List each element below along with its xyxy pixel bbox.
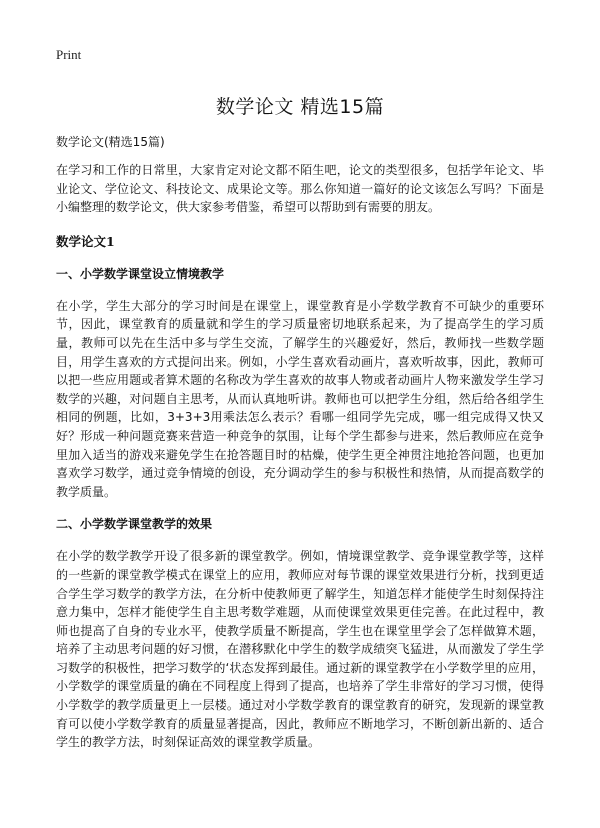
document-subtitle: 数学论文(精选15篇): [56, 135, 165, 149]
subsection-heading-1: 一、小学数学课堂设立情境教学: [56, 266, 225, 281]
subsection-heading-2: 二、小学数学课堂教学的效果: [56, 517, 213, 532]
subsection-paragraph-2: 在小学的数学教学开设了很多新的课堂教学。例如，情境课堂教学、竞争课堂教学等，这样的一些新的课堂教学模式在课堂上的应用，教师应对每节课的课堂效果进行分析，找到更适合学生学习数学的教学方法，在分析中使教师更了解学生，知道怎样才能使学生时刻保持注意力集中，怎样才能使学生自主思考数学难题，从而使课堂效果更佳完善。在此过程中，教师也提高了自身的专业水平，使教学质量不断提高，学生也在课堂里学会了怎样做算术题，培养了主动思考问题的好习惯，在潜移默化中学生的数学成绩突飞猛进，从而激发了学生学习数学的积极性，把学习数学的‘状态发挥到最佳。通过新的课堂教学在小学数学里的应用，小学数学的课堂质量的确在不同程度上得到了提高，也培养了学生非常好的学习习惯，使得小学数学的教学质量更上一层楼。通过对小学数学教育的课堂教育的研究，发现新的课堂教育可以使小学数学教育的质量显著提高，因此，教师应不断地学习，不断创新出新的、适合学生的教学方法，时刻保证高效的课堂教学质量。: [56, 549, 544, 750]
page-title: 数学论文 精选15篇: [215, 96, 385, 118]
intro-paragraph: 在学习和工作的日常里，大家肯定对论文都不陌生吧，论文的类型很多，包括学年论文、毕业论文、学位论文、科技论文、成果论文等。那么你知道一篇好的论文该怎么写吗？下面是小编整理的数学论文，供大家参考借鉴，希望可以帮助到有需要的朋友。: [56, 163, 544, 215]
section-heading: 数学论文1: [56, 233, 115, 249]
print-link[interactable]: Print: [56, 47, 82, 62]
subsection-paragraph-1: 在小学，学生大部分的学习时间是在课堂上，课堂教育是小学数学教育不可缺少的重要环节，因此，课堂教育的质量就和学生的学习质量密切地联系起来，为了提高学生的学习质量，教师可以先在生活中多与学生交流，了解学生的兴趣爱好，然后，教师找一些数学题目，用学生喜欢的方式提问出来。例如，小学生喜欢看动画片，喜欢听故事，因此，教师可以把一些应用题或者算术题的名称改为学生喜欢的故事人物或者动画片人物来激发学生学习数学的兴趣，对问题自主思考，从而认真地听讲。教师也可以把学生分组，然后给各组学生相同的例题，比如，3+3+3用乘法怎么表示？看哪一组同学先完成，哪一组完成得又快又好？形成一种问题竞赛来营造一种竞争的氛围，让每个学生都参与进来，然后教师应在竞争里加入适当的游戏来避免学生在抢答题目时的枯燥，使学生更全神贯注地抢答问题，也更加喜欢学习数学，通过竞争情境的创设，充分调动学生的参与积极性和热情，从而提高数学的教学质量。: [56, 298, 544, 499]
